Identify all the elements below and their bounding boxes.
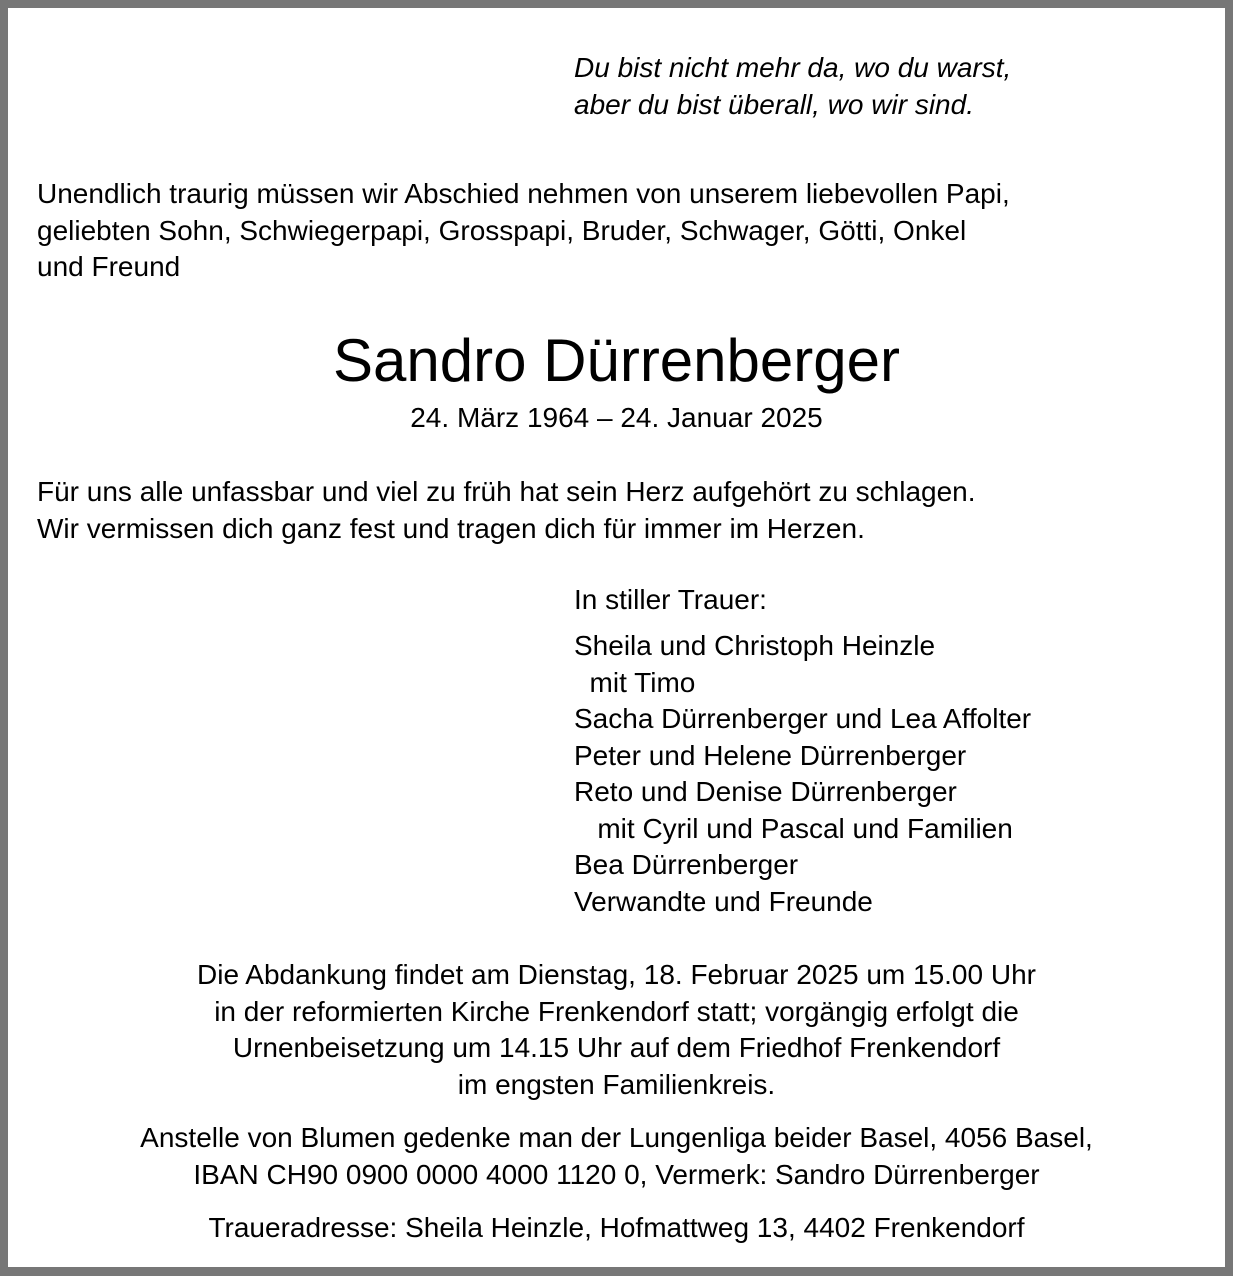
mourner: Sacha Dürrenberger und Lea Affolter — [574, 703, 1032, 734]
life-dates: 24. März 1964 – 24. Januar 2025 — [410, 402, 823, 433]
donation-line: Anstelle von Blumen gedenke man der Lungenliga beider Basel, 4056 Basel, — [140, 1122, 1093, 1153]
obituary-page — [8, 8, 1225, 1267]
quote-line: Du bist nicht mehr da, wo du warst, — [574, 52, 1012, 83]
ceremony-line: in der reformierten Kirche Frenkendorf statt; vorgängig erfolgt die — [214, 995, 1019, 1027]
mourner: mit Timo — [574, 666, 696, 698]
quote — [574, 50, 1011, 123]
intro-line: Unendlich traurig müssen wir Abschied nehmen von unserem liebevollen Papi, — [37, 178, 1010, 209]
donation-info — [8, 1120, 1225, 1193]
mourner: Bea Dürrenberger — [574, 849, 799, 880]
mourner: mit Cyril und Pascal und Familien — [574, 812, 1013, 844]
ceremony-line: im engsten Familienkreis. — [457, 1068, 776, 1100]
ceremony-line: Die Abdankung findet am Dienstag, 18. Februar 2025 um 15.00 Uhr — [197, 959, 1036, 990]
message-line: Wir vermissen dich ganz fest und tragen dich für immer im Herzen. — [37, 512, 865, 544]
mourning-address: Traueradresse: Sheila Heinzle, Hofmattweg 13, 4402 Frenkendorf — [208, 1212, 1025, 1243]
ceremony-line: Urnenbeisetzung um 14.15 Uhr auf dem Friedhof Frenkendorf — [232, 1032, 1001, 1063]
mourners-list — [574, 628, 1031, 920]
mourner: Sheila und Christoph Heinzle — [574, 630, 936, 661]
intro-line: geliebten Sohn, Schwiegerpapi, Grosspapi, Bruder, Schwager, Götti, Onkel — [37, 214, 967, 246]
ceremony-info — [8, 957, 1225, 1103]
mourning-heading: In stiller Trauer: — [574, 584, 767, 615]
mourner: Peter und Helene Dürrenberger — [574, 739, 967, 771]
mourner: Verwandte und Freunde — [574, 885, 873, 917]
message-text — [37, 474, 976, 547]
mourner: Reto und Denise Dürrenberger — [574, 776, 957, 807]
quote-line: aber du bist überall, wo wir sind. — [574, 88, 974, 120]
deceased-name: Sandro Dürrenberger — [333, 327, 900, 394]
intro-text — [37, 176, 1010, 286]
donation-line: IBAN CH90 0900 0000 4000 1120 0, Vermerk: Sandro Dürrenberger — [193, 1158, 1040, 1190]
message-line: Für uns alle unfassbar und viel zu früh hat sein Herz aufgehört zu schlagen. — [37, 476, 976, 507]
intro-line: und Freund — [37, 251, 181, 282]
